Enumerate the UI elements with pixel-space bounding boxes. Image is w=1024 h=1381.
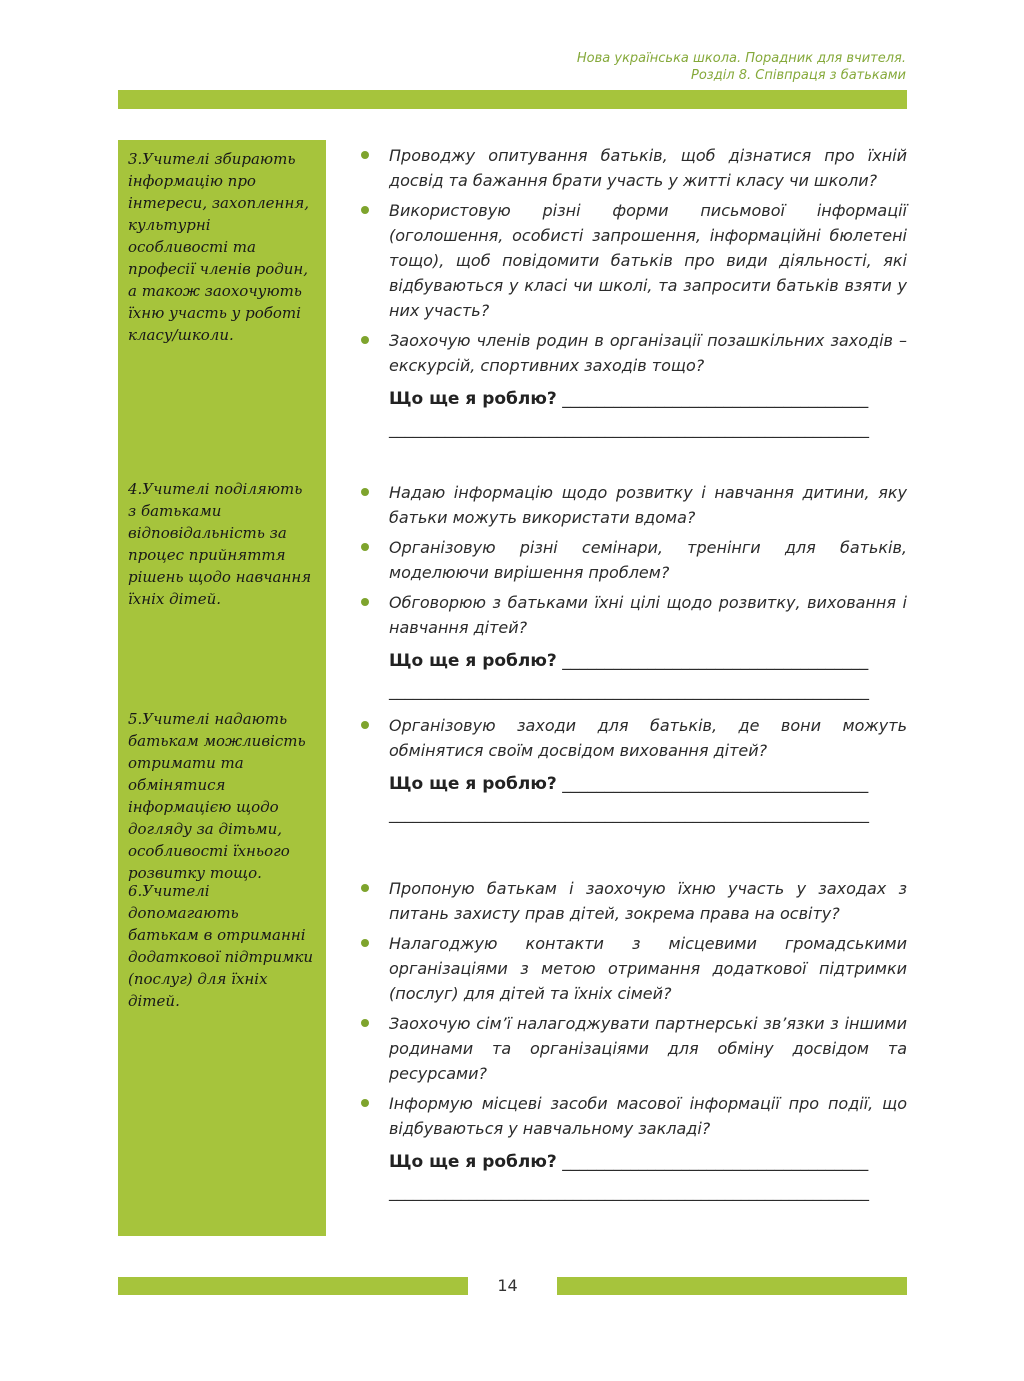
fill-line: ____________________________________ xyxy=(562,774,869,794)
bullet-icon xyxy=(361,336,369,344)
prompt-line xyxy=(356,1149,907,1175)
bullet-text: Заохочую членів родин в організації позашкільних заходів – екскурсій, спортивних заходів тощо? xyxy=(389,331,907,375)
list-item xyxy=(356,535,907,585)
page-header xyxy=(577,50,906,84)
fill-line-2: ____________________________________________________________ xyxy=(389,681,869,700)
prompt-line xyxy=(356,648,907,674)
footer-rule-left xyxy=(118,1277,468,1295)
prompt-line xyxy=(356,771,907,797)
fill-line: ____________________________________ xyxy=(562,389,869,409)
sidebar-item-5: 5.Учителі надають батькам можливість отримати та обмінятися інформацією щодо догляду за дітьми, особливості їхнього розвитку тощо. xyxy=(128,710,306,882)
bullet-icon xyxy=(361,151,369,159)
bullet-icon xyxy=(361,543,369,551)
prompt-label: Що ще я роблю? xyxy=(389,389,557,409)
bullet-text: Заохочую сім’ї налагоджувати партнерські зв’язки з іншими родинами та організаціями для обміну досвідом та ресурсами? xyxy=(389,1014,907,1083)
bullet-icon xyxy=(361,1099,369,1107)
fill-line: ____________________________________ xyxy=(562,1152,869,1172)
prompt-label: Що ще я роблю? xyxy=(389,774,557,794)
bullet-text: Надаю інформацію щодо розвитку і навчання дитини, яку батьки можуть використати вдома? xyxy=(389,483,907,527)
bullet-icon xyxy=(361,884,369,892)
list-item xyxy=(356,590,907,640)
sidebar xyxy=(118,140,326,1236)
section-4 xyxy=(356,480,907,703)
prompt-line xyxy=(356,386,907,412)
bullet-text: Інформую місцеві засоби масової інформації про події, що відбуваються у навчальному закладі? xyxy=(389,1094,907,1138)
page-number: 14 xyxy=(497,1276,518,1295)
bullet-text: Організовую різні семінари, тренінги для батьків, моделюючи вирішення проблем? xyxy=(389,538,907,582)
fill-line: ____________________________________ xyxy=(562,651,869,671)
header-line-1: Нова українська школа. Порадник для вчителя. xyxy=(576,51,906,66)
prompt-label: Що ще я роблю? xyxy=(389,651,557,671)
sidebar-item-3: 3.Учителі збирають інформацію про інтереси, захоплення, культурні особливості та професії членів родин, а також заохочують їхню участь у роботі класу/школи. xyxy=(128,150,310,344)
bullet-list xyxy=(356,876,907,1141)
bullet-icon xyxy=(361,1019,369,1027)
bullet-text: Пропоную батькам і заохочую їхню участь у заходах з питань захисту прав дітей, зокрема права на освіту? xyxy=(389,879,907,923)
bullet-text: Налагоджую контакти з місцевими громадськими організаціями з метою отримання додаткової підтримки (послуг) для дітей та їхніх сімей? xyxy=(389,934,907,1003)
sidebar-item-6: 6.Учителі допомагають батькам в отриманні додаткової підтримки (послуг) для їхніх дітей. xyxy=(128,882,314,1010)
list-item xyxy=(356,876,907,926)
bullet-text: Організовую заходи для батьків, де вони можуть обмінятися своїм досвідом виховання дітей? xyxy=(389,716,907,760)
bullet-list xyxy=(356,143,907,378)
bullet-list xyxy=(356,713,907,763)
section-3 xyxy=(356,143,907,441)
list-item xyxy=(356,198,907,323)
bullet-list xyxy=(356,480,907,640)
bullet-text: Проводжу опитування батьків, щоб дізнатися про їхній досвід та бажання брати участь у житті класу чи школи? xyxy=(389,146,907,190)
list-item xyxy=(356,931,907,1006)
list-item xyxy=(356,143,907,193)
header-line-2: Розділ 8. Співпраця з батьками xyxy=(691,68,906,83)
list-item xyxy=(356,480,907,530)
footer-rule-right xyxy=(557,1277,907,1295)
bullet-text: Використовую різні форми письмової інформації (оголошення, особисті запрошення, інформаційні бюлетені тощо), щоб повідомити батьків про види діяльності, які відбуваються у класі чи школі, та запросити батьків взяти у них участь? xyxy=(389,201,907,320)
section-6 xyxy=(356,876,907,1204)
fill-line-2: ____________________________________________________________ xyxy=(389,804,869,823)
bullet-icon xyxy=(361,598,369,606)
list-item xyxy=(356,713,907,763)
prompt-label: Що ще я роблю? xyxy=(389,1152,557,1172)
list-item xyxy=(356,1091,907,1141)
section-5 xyxy=(356,713,907,826)
bullet-icon xyxy=(361,206,369,214)
header-rule xyxy=(118,90,907,109)
bullet-icon xyxy=(361,721,369,729)
list-item xyxy=(356,328,907,378)
fill-line-2: ____________________________________________________________ xyxy=(389,1182,869,1201)
list-item xyxy=(356,1011,907,1086)
fill-line-2: ____________________________________________________________ xyxy=(389,419,869,438)
sidebar-item-4: 4.Учителі поділяють з батьками відповідальність за процес прийняття рішень щодо навчання їхніх дітей. xyxy=(128,480,312,608)
bullet-icon xyxy=(361,488,369,496)
bullet-text: Обговорюю з батьками їхні цілі щодо розвитку, виховання і навчання дітей? xyxy=(389,593,907,637)
bullet-icon xyxy=(361,939,369,947)
